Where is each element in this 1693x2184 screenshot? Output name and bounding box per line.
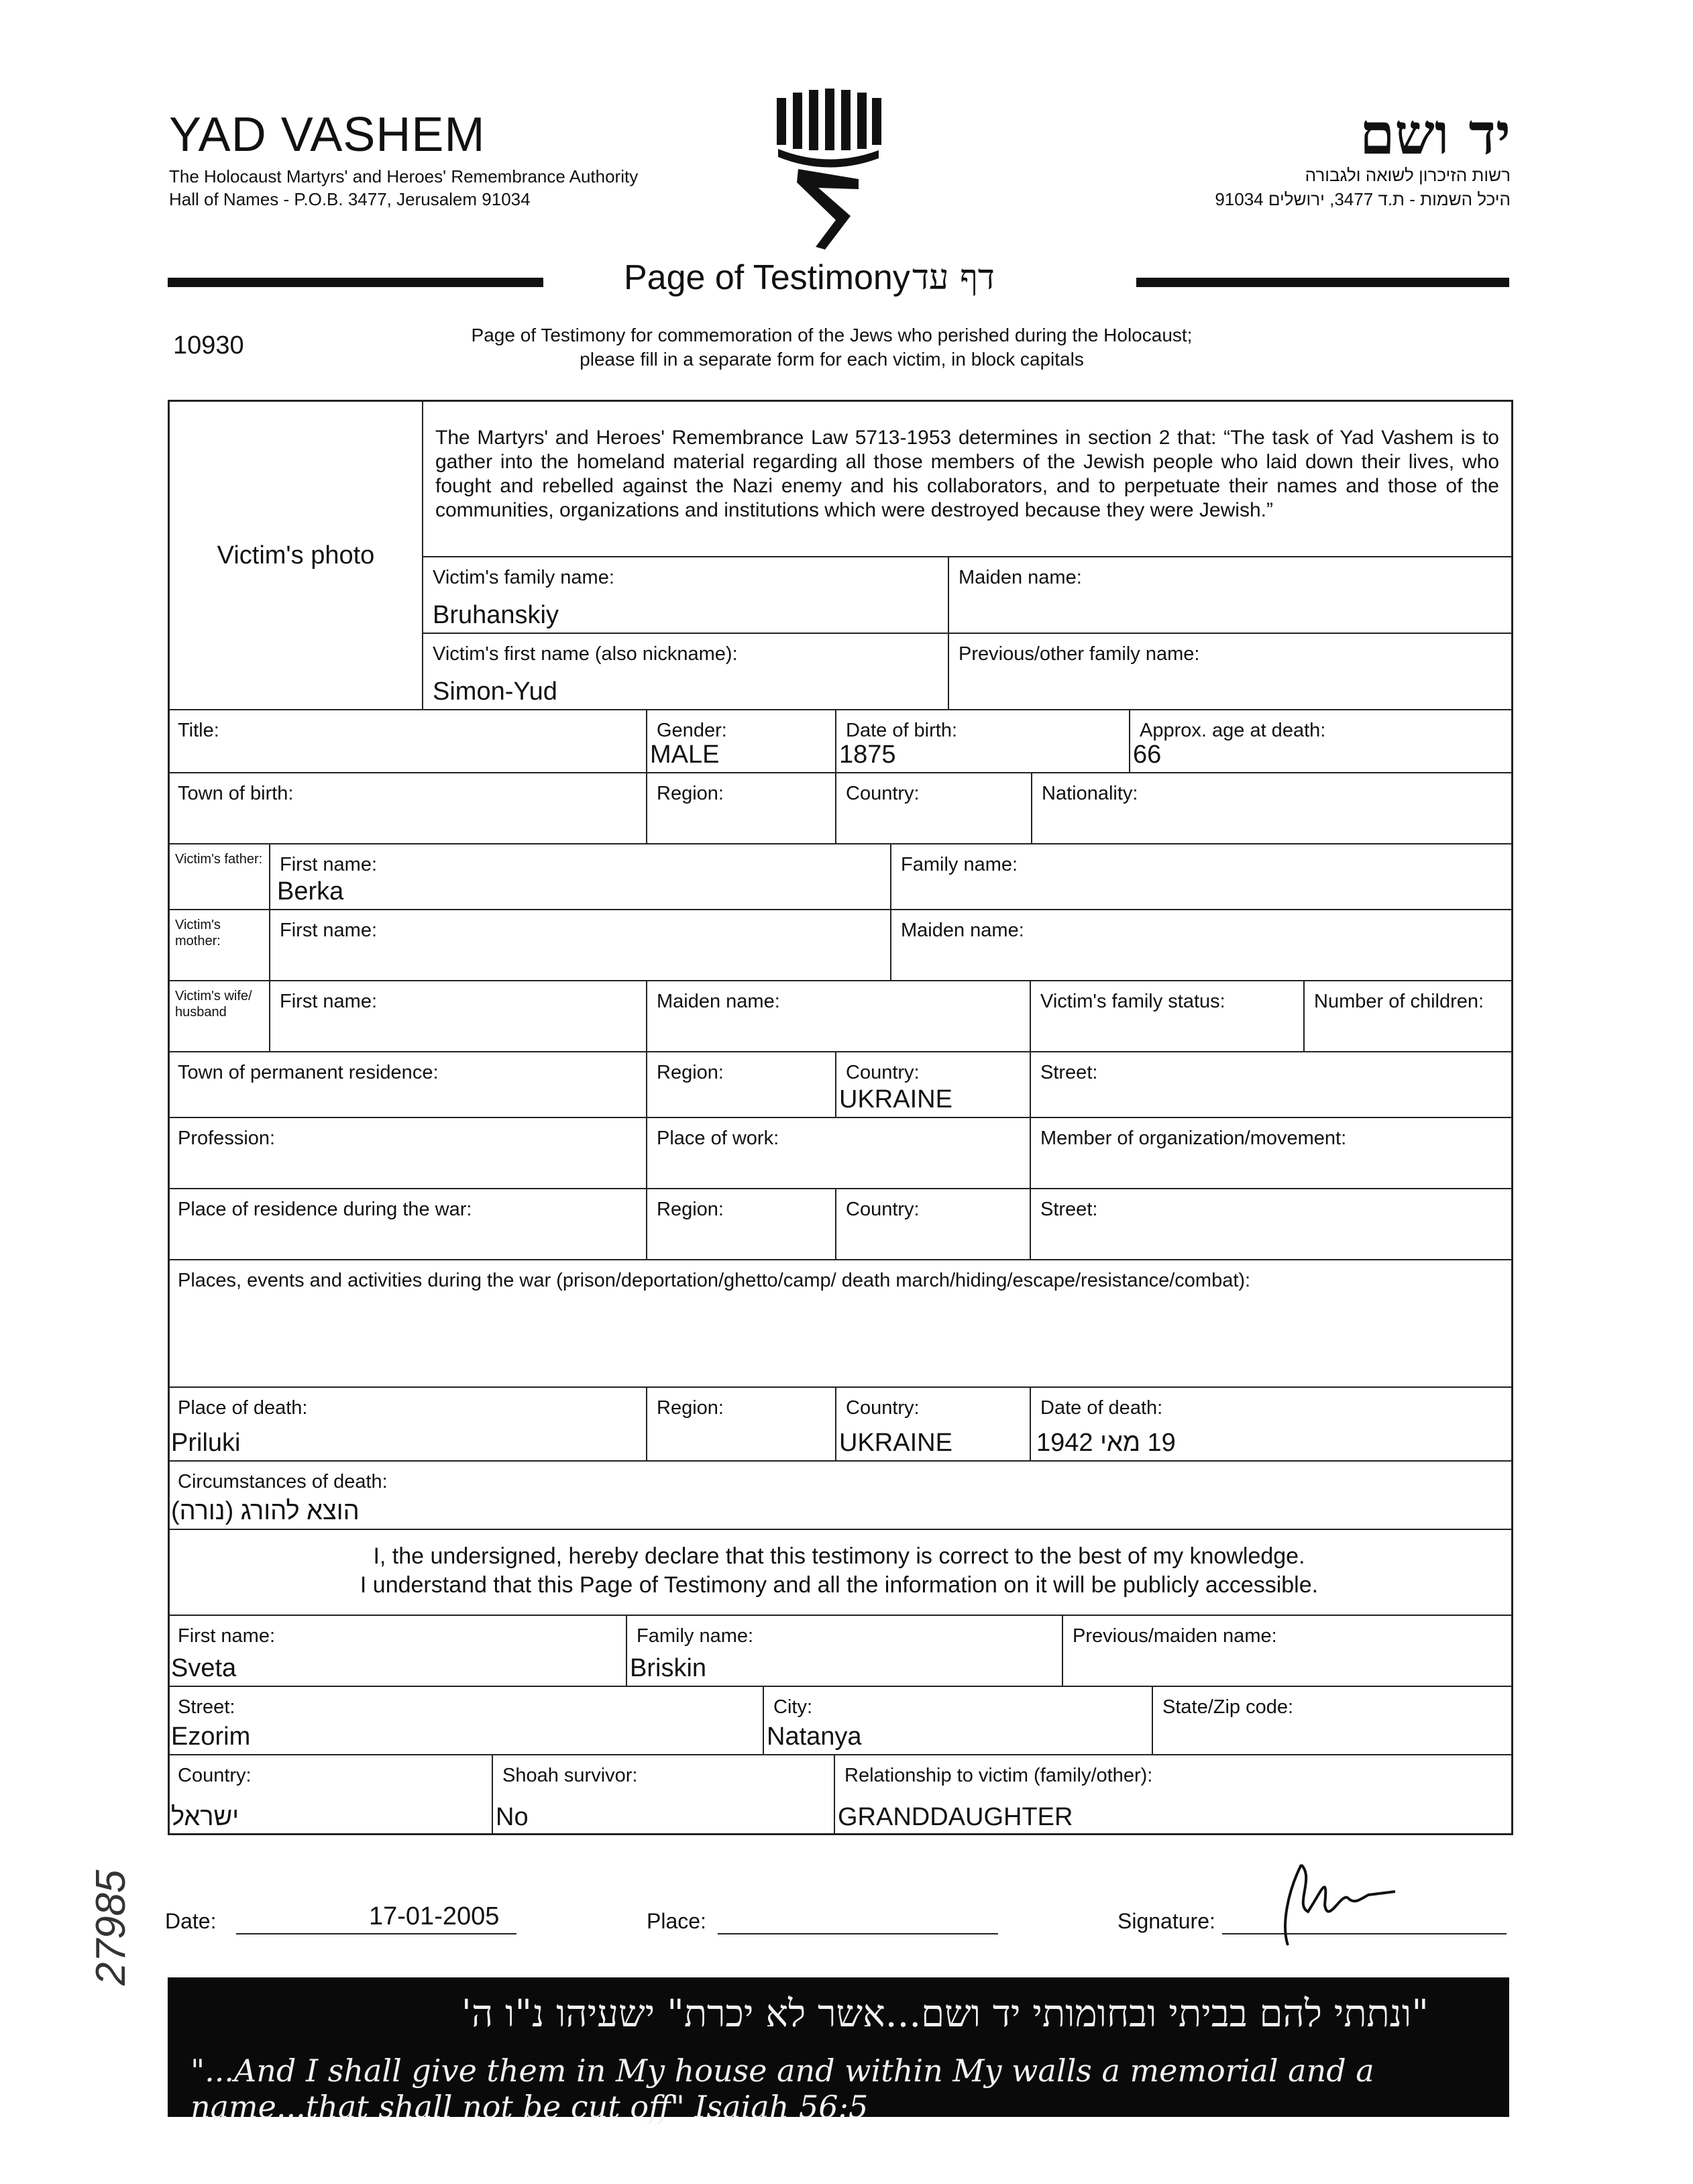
death-region-label: Region: bbox=[657, 1397, 724, 1419]
membership-field[interactable] bbox=[1030, 1117, 1513, 1188]
header-rule-left bbox=[168, 278, 543, 287]
death-country-label: Country: bbox=[846, 1397, 920, 1419]
submitter-family-name-field[interactable] bbox=[626, 1615, 1062, 1686]
date-of-death-value: 19 מאי 1942 bbox=[1036, 1429, 1176, 1458]
banner-quote-english: "...And I shall give them in My house and within My walls a memorial and a name...that shall not be cut off" Isaiah 56:5 bbox=[190, 2053, 1374, 2125]
family-status-field[interactable] bbox=[1030, 980, 1303, 1051]
declaration-box bbox=[168, 1529, 1513, 1615]
place-of-death-label: Place of death: bbox=[178, 1397, 308, 1419]
gender-field[interactable] bbox=[646, 709, 835, 772]
region-birth-label: Region: bbox=[657, 783, 724, 804]
submitter-prev-name-label: Previous/maiden name: bbox=[1073, 1625, 1277, 1647]
signature-icon bbox=[1261, 1851, 1395, 1952]
circumstances-label: Circumstances of death: bbox=[178, 1471, 388, 1492]
submitter-zip-field[interactable] bbox=[1152, 1686, 1513, 1754]
circumstances-value: הוצא להורג (נורה) bbox=[171, 1497, 360, 1526]
father-family-name-field[interactable] bbox=[890, 843, 1513, 909]
declaration-line-1: I, the undersigned, hereby declare that this testimony is correct to the best of my knowledge. bbox=[373, 1543, 1305, 1569]
mother-first-name-label: First name: bbox=[280, 920, 378, 941]
org-address: Hall of Names - P.O.B. 3477, Jerusalem 91034 bbox=[169, 189, 531, 209]
nationality-field[interactable] bbox=[1031, 772, 1513, 843]
residence-region-label: Region: bbox=[657, 1062, 724, 1083]
declaration-line-2: I understand that this Page of Testimony and all the information on it will be publicly accessible. bbox=[360, 1572, 1319, 1598]
mother-maiden-name-label: Maiden name: bbox=[901, 920, 1024, 941]
residence-town-label: Town of permanent residence: bbox=[178, 1062, 439, 1083]
maiden-name-label: Maiden name: bbox=[959, 567, 1082, 588]
residence-country-label: Country: bbox=[846, 1062, 920, 1083]
gender-label: Gender: bbox=[657, 720, 727, 741]
previous-name-field[interactable] bbox=[948, 633, 1513, 709]
law-box bbox=[422, 400, 1513, 556]
banner-quote-hebrew: "ונתתי להם בביתי ובחומותי יד ושם...אשר לא יכרת" ישעיהו נ"ו ה' bbox=[461, 1992, 1429, 2036]
dob-label: Date of birth: bbox=[846, 720, 958, 741]
country-birth-label: Country: bbox=[846, 783, 920, 804]
town-birth-label: Town of birth: bbox=[178, 783, 294, 804]
submitter-street-field[interactable] bbox=[168, 1686, 763, 1754]
spouse-row-label bbox=[168, 980, 269, 1051]
war-country-label: Country: bbox=[846, 1199, 920, 1220]
residence-region-field[interactable] bbox=[646, 1051, 835, 1117]
mother-first-name-field[interactable] bbox=[269, 909, 890, 980]
place-of-death-field[interactable] bbox=[168, 1386, 646, 1460]
submitter-zip-label: State/Zip code: bbox=[1162, 1696, 1294, 1718]
father-first-name-value: Berka bbox=[277, 877, 344, 906]
nationality-label: Nationality: bbox=[1042, 783, 1138, 804]
war-street-field[interactable] bbox=[1030, 1188, 1513, 1259]
war-events-label: Places, events and activities during the war (prison/deportation/ghetto/camp/ death march/hiding/escape/resistance/combat): bbox=[178, 1270, 1251, 1291]
date-of-death-field[interactable] bbox=[1030, 1386, 1513, 1460]
submitter-country-label: Country: bbox=[178, 1765, 252, 1786]
place-of-work-label: Place of work: bbox=[657, 1128, 779, 1149]
maiden-name-field[interactable] bbox=[948, 556, 1513, 633]
dob-value: 1875 bbox=[839, 741, 896, 769]
signature-label: Signature: bbox=[1117, 1909, 1215, 1933]
shoah-survivor-value: No bbox=[496, 1803, 529, 1832]
handwritten-number: 27985 bbox=[88, 1869, 134, 1985]
war-region-label: Region: bbox=[657, 1199, 724, 1220]
relationship-field[interactable] bbox=[834, 1754, 1513, 1835]
submitter-prev-name-field[interactable] bbox=[1062, 1615, 1513, 1686]
quote-banner bbox=[168, 1977, 1509, 2125]
spouse-first-name-label: First name: bbox=[280, 991, 378, 1012]
reference-number: 10930 bbox=[173, 331, 244, 360]
war-residence-label: Place of residence during the war: bbox=[178, 1199, 472, 1220]
org-name-hebrew: יד ושם bbox=[1359, 101, 1511, 167]
intro-line-1: Page of Testimony for commemoration of the Jews who perished during the Holocaust; bbox=[471, 325, 1193, 345]
children-field[interactable] bbox=[1303, 980, 1513, 1051]
death-country-field[interactable] bbox=[835, 1386, 1030, 1460]
place-of-death-value: Priluki bbox=[171, 1429, 241, 1458]
testimony-form bbox=[168, 400, 1513, 1835]
yad-vashem-logo-icon bbox=[771, 89, 885, 256]
family-status-label: Victim's family status: bbox=[1040, 991, 1225, 1012]
submitter-family-name-label: Family name: bbox=[637, 1625, 754, 1647]
father-family-name-label: Family name: bbox=[901, 854, 1018, 875]
region-birth-field[interactable] bbox=[646, 772, 835, 843]
spouse-maiden-name-field[interactable] bbox=[646, 980, 1030, 1051]
father-label: Victim's father: bbox=[175, 852, 263, 867]
residence-country-field[interactable] bbox=[835, 1051, 1030, 1117]
page-title: Page of Testimony bbox=[624, 258, 910, 297]
shoah-survivor-field[interactable] bbox=[492, 1754, 834, 1835]
circumstances-field[interactable] bbox=[168, 1460, 1513, 1529]
gender-value: MALE bbox=[650, 741, 720, 769]
submitter-country-value: ישראל bbox=[171, 1803, 239, 1832]
intro-line-2: please fill in a separate form for each victim, in block capitals bbox=[580, 349, 1084, 370]
title-label: Title: bbox=[178, 720, 219, 741]
residence-town-field[interactable] bbox=[168, 1051, 646, 1117]
victim-photo-label: Victim's photo bbox=[217, 541, 375, 569]
date-of-death-label: Date of death: bbox=[1040, 1397, 1163, 1419]
place-label: Place: bbox=[647, 1909, 706, 1933]
shoah-survivor-label: Shoah survivor: bbox=[502, 1765, 638, 1786]
first-name-value: Simon-Yud bbox=[433, 677, 557, 706]
submitter-country-field[interactable] bbox=[168, 1754, 492, 1835]
mother-row-label bbox=[168, 909, 269, 980]
place-line[interactable] bbox=[718, 1933, 998, 1934]
spouse-label: Victim's wife/ husband bbox=[175, 989, 252, 1020]
first-name-field[interactable] bbox=[422, 633, 948, 709]
submitter-family-name-value: Briskin bbox=[630, 1654, 707, 1683]
mother-label: Victim's mother: bbox=[175, 918, 221, 948]
org-address-hebrew: היכל השמות - ת.ד 3477, ירושלים 91034 bbox=[1215, 189, 1511, 209]
profession-field[interactable] bbox=[168, 1117, 646, 1188]
date-label: Date: bbox=[165, 1909, 217, 1933]
submitter-city-label: City: bbox=[773, 1696, 812, 1718]
submitter-city-field[interactable] bbox=[763, 1686, 1152, 1754]
first-name-label: Victim's first name (also nickname): bbox=[433, 643, 738, 665]
relationship-value: GRANDDAUGHTER bbox=[838, 1803, 1073, 1832]
submitter-first-name-value: Sveta bbox=[171, 1654, 237, 1683]
town-birth-field[interactable] bbox=[168, 772, 646, 843]
father-first-name-label: First name: bbox=[280, 854, 378, 875]
place-of-work-field[interactable] bbox=[646, 1117, 1030, 1188]
declaration-text bbox=[168, 1542, 1510, 1599]
org-subtitle-hebrew: רשות הזיכרון לשואה ולגבורה bbox=[1305, 165, 1511, 185]
father-first-name-field[interactable] bbox=[269, 843, 890, 909]
org-name: YAD VASHEM bbox=[169, 108, 486, 162]
org-subtitle: The Holocaust Martyrs' and Heroes' Remembrance Authority bbox=[169, 166, 639, 186]
date-value[interactable]: 17-01-2005 bbox=[369, 1902, 500, 1930]
mother-maiden-name-field[interactable] bbox=[890, 909, 1513, 980]
war-country-field[interactable] bbox=[835, 1188, 1030, 1259]
death-country-value: UKRAINE bbox=[839, 1429, 952, 1458]
father-row-label bbox=[168, 843, 269, 909]
submitter-street-value: Ezorim bbox=[171, 1723, 251, 1751]
age-label: Approx. age at death: bbox=[1140, 720, 1326, 741]
submitter-street-label: Street: bbox=[178, 1696, 235, 1718]
war-street-label: Street: bbox=[1040, 1199, 1098, 1220]
war-region-field[interactable] bbox=[646, 1188, 835, 1259]
death-region-field[interactable] bbox=[646, 1386, 835, 1460]
children-label: Number of children: bbox=[1314, 991, 1484, 1012]
residence-street-field[interactable] bbox=[1030, 1051, 1513, 1117]
country-birth-field[interactable] bbox=[835, 772, 1031, 843]
dob-field[interactable] bbox=[835, 709, 1129, 772]
family-name-value: Bruhanskiy bbox=[433, 601, 559, 630]
war-residence-field[interactable] bbox=[168, 1188, 646, 1259]
spouse-first-name-field[interactable] bbox=[269, 980, 646, 1051]
spouse-maiden-name-label: Maiden name: bbox=[657, 991, 780, 1012]
relationship-label: Relationship to victim (family/other): bbox=[844, 1765, 1153, 1786]
war-events-field[interactable] bbox=[168, 1259, 1513, 1386]
law-text: The Martyrs' and Heroes' Remembrance Law 5713-1953 determines in section 2 that: “The task of Yad Vashem is to gather into the homeland material regarding all those members of the Jewish people who laid down their lives, who fought and rebelled against the Nazi enemy and his collaborators, and to perpetuate their names and those of the communities, organizations and institutions which were destroyed because they were Jewish.” bbox=[435, 427, 1499, 521]
page-title-hebrew: דף עד bbox=[912, 258, 995, 298]
age-field[interactable] bbox=[1129, 709, 1513, 772]
residence-country-value: UKRAINE bbox=[839, 1085, 952, 1114]
profession-label: Profession: bbox=[178, 1128, 276, 1149]
age-value: 66 bbox=[1133, 741, 1162, 769]
submitter-first-name-field[interactable] bbox=[168, 1615, 626, 1686]
header-rule-right bbox=[1136, 278, 1509, 287]
date-line bbox=[236, 1933, 516, 1934]
title-field[interactable] bbox=[168, 709, 646, 772]
family-name-label: Victim's family name: bbox=[433, 567, 614, 588]
submitter-first-name-label: First name: bbox=[178, 1625, 276, 1647]
previous-name-label: Previous/other family name: bbox=[959, 643, 1200, 665]
family-name-field[interactable] bbox=[422, 556, 948, 633]
submitter-city-value: Natanya bbox=[767, 1723, 862, 1751]
residence-street-label: Street: bbox=[1040, 1062, 1098, 1083]
membership-label: Member of organization/movement: bbox=[1040, 1128, 1347, 1149]
